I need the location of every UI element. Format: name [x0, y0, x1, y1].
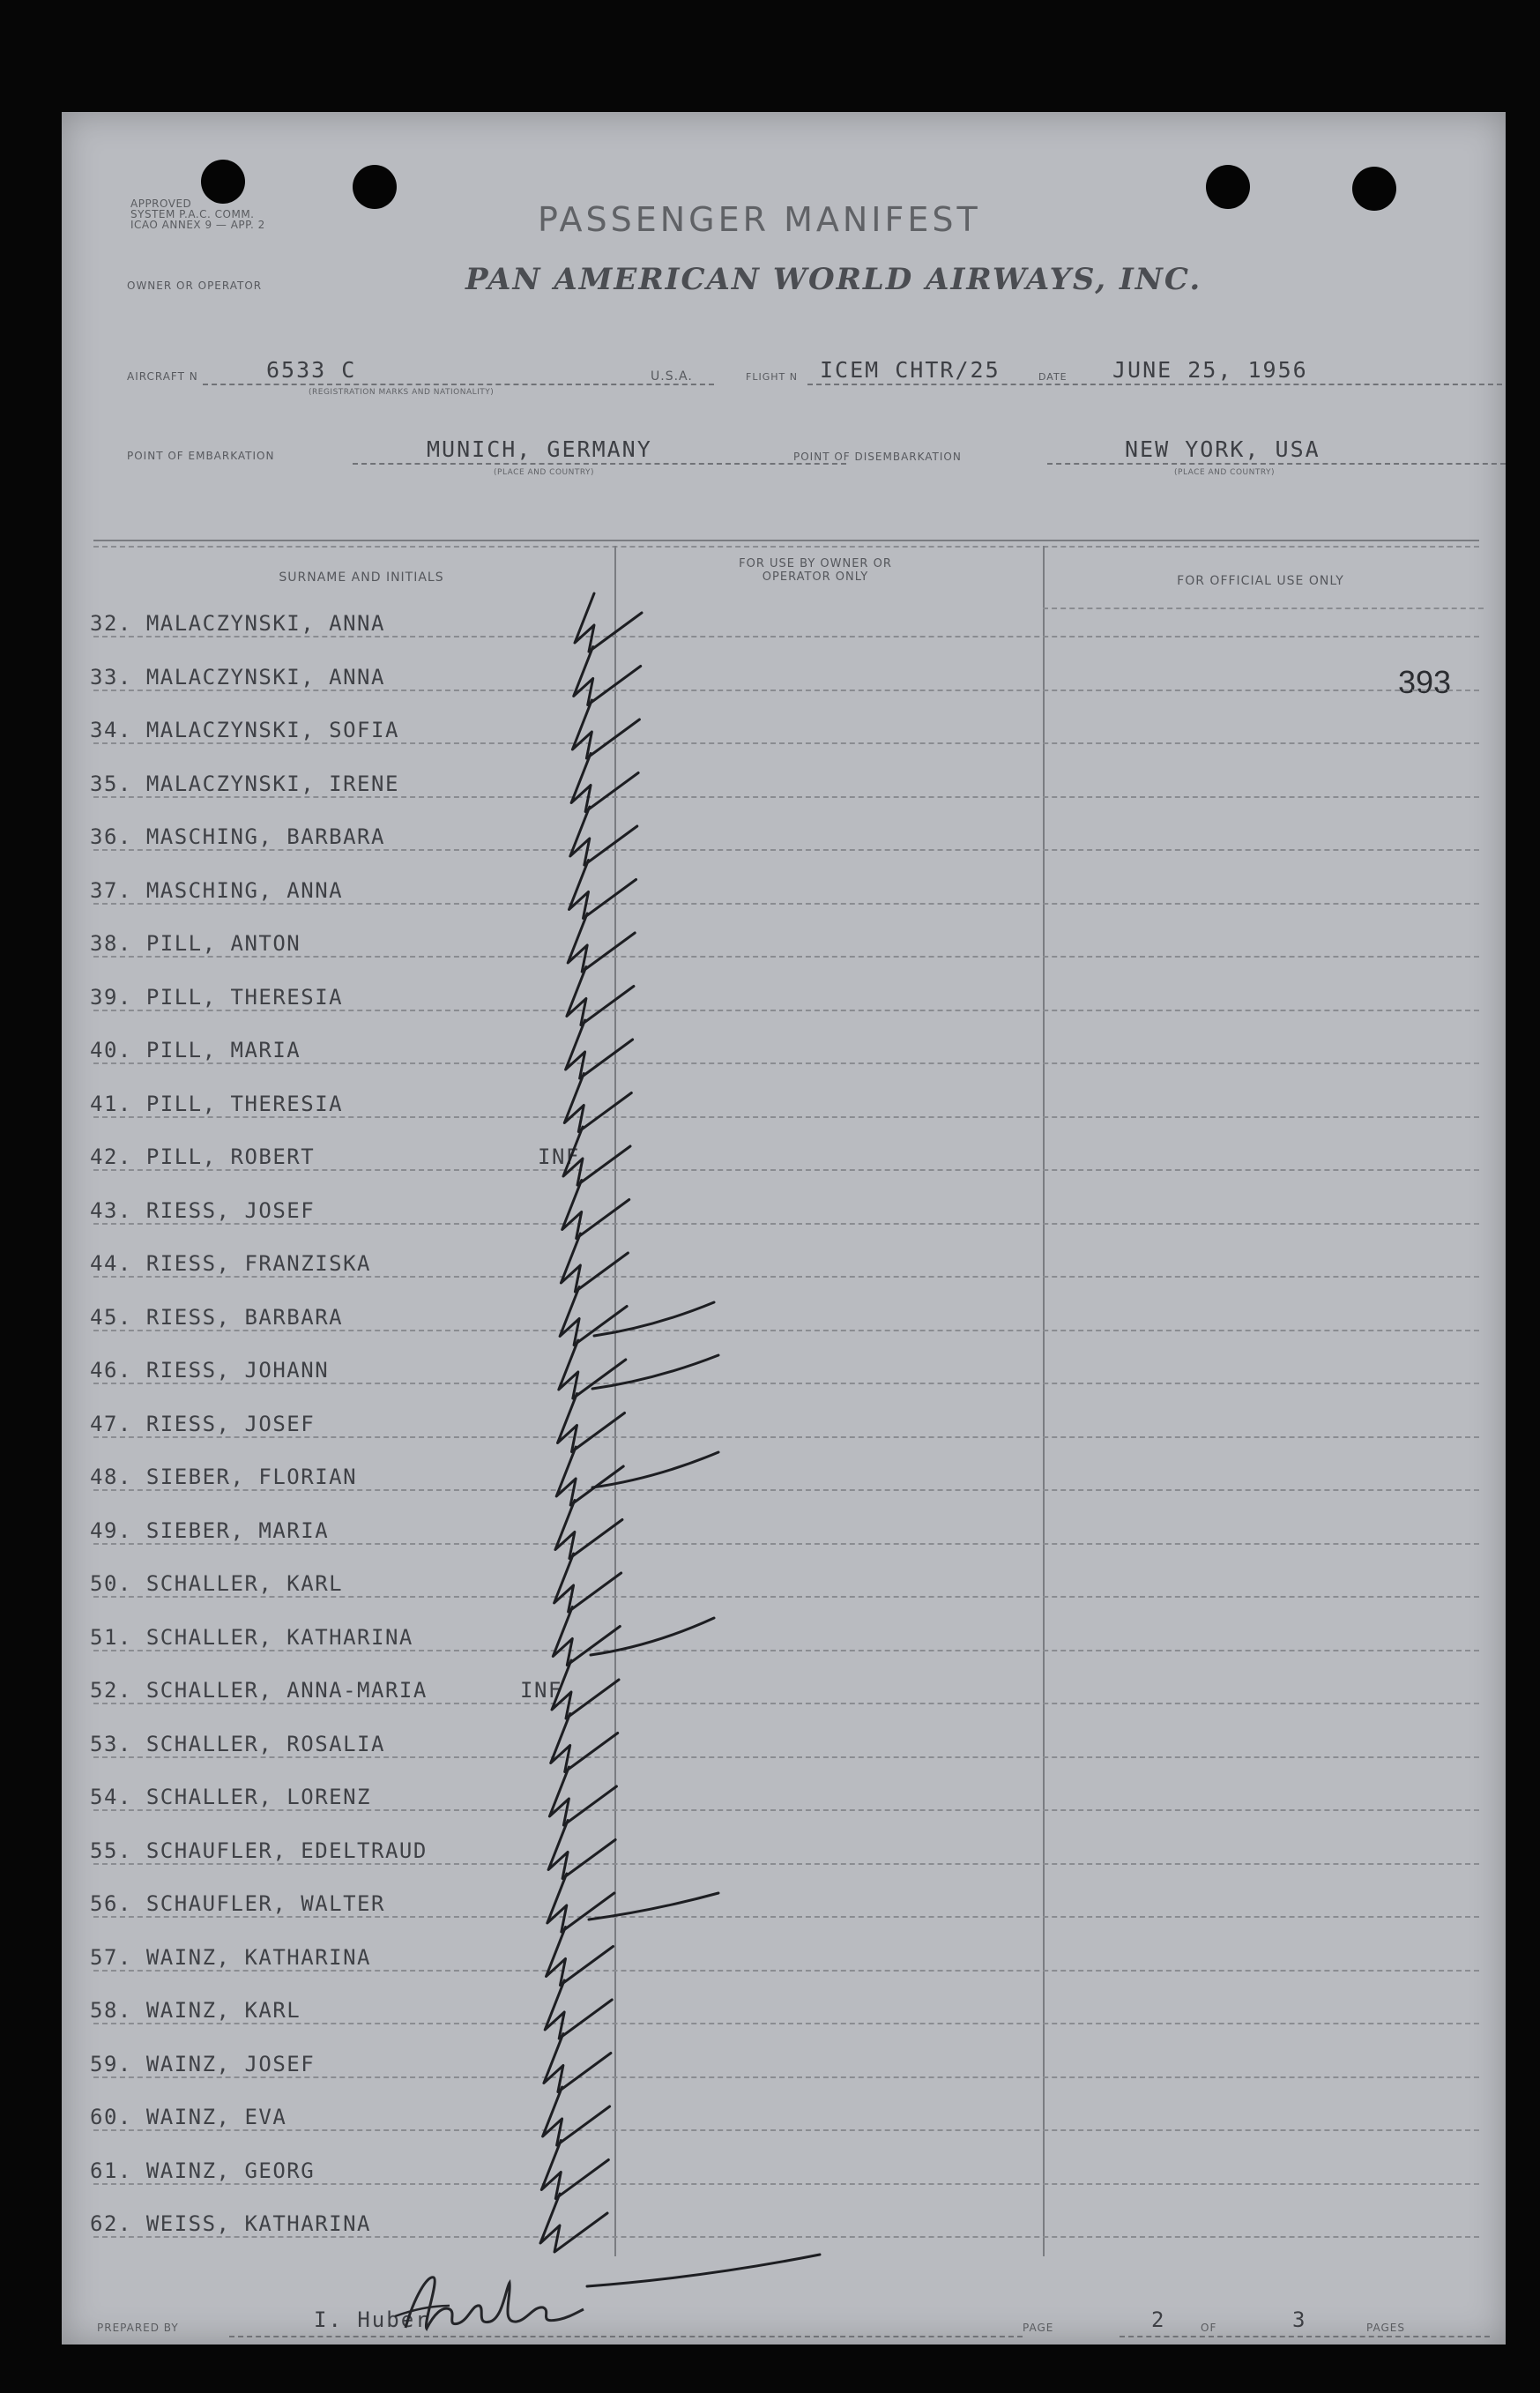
check-mark — [570, 807, 637, 865]
passenger-surname: PILL, MARIA — [145, 1038, 301, 1062]
embark-label: POINT OF EMBARKATION — [127, 450, 275, 462]
check-mark — [567, 967, 634, 1025]
passenger-number: 61 — [90, 2158, 118, 2183]
stamped-number: 393 — [1398, 664, 1452, 700]
passenger-name: 48. SIEBER, FLORIAN — [90, 1465, 358, 1489]
passenger-number: 52 — [90, 1678, 118, 1703]
passenger-number: 62 — [90, 2211, 118, 2236]
check-mark-stroke — [592, 1355, 718, 1389]
passenger-surname: SCHAUFLER, EDELTRAUD — [145, 1838, 428, 1863]
passenger-name: 37. MASCHING, ANNA — [90, 877, 344, 903]
passenger-number: 38 — [90, 931, 118, 956]
check-mark-stroke — [591, 1618, 714, 1655]
passenger-name: 34. MALACZYNSKI, SOFIA — [90, 718, 399, 742]
passenger-number: 40 — [90, 1038, 118, 1062]
passenger-surname: SCHALLER, KARL — [145, 1571, 344, 1596]
form-title: PASSENGER MANIFEST — [538, 200, 981, 239]
passenger-name: 56. SCHAUFLER, WALTER — [90, 1891, 385, 1916]
passenger-surname: WEISS, KATHARINA — [145, 2211, 371, 2236]
check-mark-stroke — [587, 2255, 820, 2286]
passenger-name: 43. RIESS, JOSEF — [90, 1197, 316, 1223]
passenger-name: 38. PILL, ANTON — [90, 931, 301, 956]
passenger-surname: SCHALLER, ANNA-MARIA — [145, 1678, 428, 1703]
passenger-number: 56 — [90, 1891, 118, 1916]
passenger-number: 51 — [90, 1624, 118, 1650]
passenger-name: 51. SCHALLER, KATHARINA — [90, 1624, 413, 1650]
passenger-number: 35 — [90, 771, 118, 796]
check-mark — [568, 913, 635, 972]
page-number: 2 — [1151, 2307, 1166, 2332]
passenger-name: 54. SCHALLER, LORENZ — [90, 1785, 371, 1809]
of-label: OF — [1201, 2322, 1217, 2334]
passenger-number: 37 — [90, 877, 118, 903]
passenger-surname: PILL, THERESIA — [145, 984, 344, 1010]
passenger-number: 41 — [90, 1091, 118, 1116]
passenger-surname: WAINZ, KATHARINA — [145, 1944, 371, 1970]
flight-number: ICEM CHTR/25 — [820, 357, 1001, 383]
passenger-surname: PILL, THERESIA — [145, 1091, 344, 1116]
tally-check-marks — [62, 112, 1506, 2345]
passenger-number: 45 — [90, 1304, 118, 1330]
prepared-by-label: PREPARED BY — [97, 2322, 179, 2334]
passenger-name: 32. MALACZYNSKI, ANNA — [90, 611, 385, 636]
check-mark — [566, 1020, 633, 1078]
flight-label: FLIGHT N — [746, 371, 798, 383]
embark-note: (PLACE AND COUNTRY) — [494, 468, 595, 477]
check-mark — [552, 1660, 619, 1718]
passenger-number: 55 — [90, 1838, 118, 1863]
passenger-number: 54 — [90, 1785, 118, 1809]
passenger-surname: SCHAUFLER, WALTER — [145, 1891, 385, 1916]
check-mark — [575, 593, 642, 652]
check-mark — [563, 1127, 630, 1185]
infant-marker: INF — [520, 1678, 562, 1703]
passenger-number: 39 — [90, 984, 118, 1010]
signature — [388, 2270, 591, 2341]
check-mark — [555, 1501, 622, 1559]
passenger-surname: SCHALLER, LORENZ — [145, 1785, 371, 1809]
prepared-underline — [229, 2336, 1023, 2337]
disembark-place: NEW YORK, USA — [1125, 436, 1321, 462]
check-mark — [571, 754, 638, 812]
approval-note: APPROVED SYSTEM P.A.C. COMM. ICAO ANNEX 9 — APP. 2 — [130, 198, 265, 231]
check-mark — [556, 1447, 623, 1505]
passenger-number: 33 — [90, 664, 118, 690]
check-mark — [572, 700, 639, 758]
passenger-number: 34 — [90, 718, 118, 742]
passenger-name: 55. SCHAUFLER, EDELTRAUD — [90, 1838, 428, 1863]
check-mark — [541, 2141, 608, 2199]
passenger-number: 58 — [90, 1998, 118, 2023]
passenger-surname: SIEBER, MARIA — [145, 1517, 330, 1543]
check-mark — [554, 1554, 621, 1612]
passenger-surname: MALACZYNSKI, SOFIA — [145, 718, 399, 742]
passenger-surname: WAINZ, EVA — [145, 2105, 287, 2129]
column-header-official: FOR OFFICIAL USE ONLY — [1177, 574, 1344, 588]
passenger-name: 39. PILL, THERESIA — [90, 984, 344, 1010]
check-mark — [569, 861, 636, 919]
passenger-surname: MALACZYNSKI, IRENE — [145, 771, 399, 796]
passenger-surname: SCHALLER, KATHARINA — [145, 1624, 413, 1650]
aircraft-number: 6533 C — [266, 357, 357, 383]
passenger-name: 33. MALACZYNSKI, ANNA — [90, 664, 385, 690]
passenger-name: 44. RIESS, FRANZISKA — [90, 1251, 371, 1276]
passenger-number: 42 — [90, 1144, 118, 1169]
check-mark — [551, 1714, 618, 1772]
passenger-name: 50. SCHALLER, KARL — [90, 1571, 344, 1596]
disembark-label: POINT OF DISEMBARKATION — [793, 451, 962, 463]
passenger-name: 35. MALACZYNSKI, IRENE — [90, 771, 399, 796]
passenger-name: 61. WAINZ, GEORG — [90, 2158, 316, 2183]
check-mark — [564, 1074, 631, 1132]
check-mark — [562, 1181, 629, 1239]
check-mark — [547, 1874, 614, 1932]
passenger-number: 36 — [90, 824, 118, 849]
passenger-name: 36. MASCHING, BARBARA — [90, 824, 385, 849]
passenger-surname: MALACZYNSKI, ANNA — [145, 664, 385, 690]
registration-note: (REGISTRATION MARKS AND NATIONALITY) — [309, 388, 495, 397]
passenger-name: 45. RIESS, BARBARA — [90, 1304, 344, 1330]
passenger-surname: WAINZ, KARL — [145, 1998, 301, 2023]
usa-label: U.S.A. — [651, 369, 693, 384]
flight-date: JUNE 25, 1956 — [1112, 357, 1308, 383]
passenger-name: 49. SIEBER, MARIA — [90, 1517, 330, 1543]
passenger-number: 32 — [90, 611, 118, 636]
passenger-number: 48 — [90, 1465, 118, 1489]
passenger-name: 60. WAINZ, EVA — [90, 2105, 287, 2129]
passenger-surname: SIEBER, FLORIAN — [145, 1465, 358, 1489]
passenger-number: 47 — [90, 1411, 118, 1436]
passenger-name: 47. RIESS, JOSEF — [90, 1411, 316, 1436]
passenger-surname: MASCHING, BARBARA — [145, 824, 385, 849]
passenger-number: 46 — [90, 1358, 118, 1383]
passenger-surname: WAINZ, JOSEF — [145, 2051, 316, 2076]
check-mark — [548, 1821, 615, 1879]
check-mark — [545, 1980, 612, 2039]
passenger-name: 62. WEISS, KATHARINA — [90, 2211, 371, 2236]
page-label: PAGE — [1023, 2322, 1054, 2334]
passenger-surname: PILL, ROBERT — [145, 1144, 316, 1169]
embark-place: MUNICH, GERMANY — [427, 436, 652, 462]
passenger-name: 52. SCHALLER, ANNA-MARIA — [90, 1678, 428, 1703]
passenger-surname: RIESS, FRANZISKA — [145, 1251, 371, 1276]
passenger-surname: RIESS, BARBARA — [145, 1304, 344, 1330]
passenger-number: 57 — [90, 1944, 118, 1970]
date-label: DATE — [1038, 371, 1068, 383]
aircraft-label: AIRCRAFT N — [127, 370, 198, 383]
page-underline — [1120, 2336, 1490, 2337]
total-pages: 3 — [1292, 2307, 1307, 2332]
airline-name: PAN AMERICAN WORLD AIRWAYS, INC. — [465, 262, 1202, 297]
passenger-surname: RIESS, JOSEF — [145, 1197, 316, 1223]
owner-label: OWNER OR OPERATOR — [127, 280, 263, 292]
disembark-note: (PLACE AND COUNTRY) — [1174, 468, 1276, 477]
passenger-name: 46. RIESS, JOHANN — [90, 1358, 330, 1383]
check-mark — [574, 647, 641, 705]
check-mark — [540, 2194, 607, 2252]
passenger-surname: PILL, ANTON — [145, 931, 301, 956]
passenger-surname: MALACZYNSKI, ANNA — [145, 611, 385, 636]
passenger-surname: RIESS, JOSEF — [145, 1411, 316, 1436]
infant-marker: INF — [538, 1144, 580, 1169]
check-mark — [561, 1234, 628, 1292]
passenger-number: 43 — [90, 1197, 118, 1223]
passenger-name: 41. PILL, THERESIA — [90, 1091, 344, 1116]
check-mark — [549, 1767, 616, 1825]
passenger-name: 53. SCHALLER, ROSALIA — [90, 1731, 385, 1756]
passenger-number: 59 — [90, 2051, 118, 2076]
column-header-surname: SURNAME AND INITIALS — [279, 570, 444, 585]
check-mark — [547, 1927, 614, 1986]
check-mark — [553, 1607, 620, 1666]
prepared-by-name: I. Huber — [314, 2307, 430, 2332]
passenger-surname: SCHALLER, ROSALIA — [145, 1731, 385, 1756]
passenger-number: 53 — [90, 1731, 118, 1756]
passenger-number: 60 — [90, 2105, 118, 2129]
passenger-name: 58. WAINZ, KARL — [90, 1998, 301, 2023]
passenger-number: 50 — [90, 1571, 118, 1596]
passenger-name: 57. WAINZ, KATHARINA — [90, 1944, 371, 1970]
check-mark — [543, 2087, 610, 2145]
check-mark-stroke — [594, 1302, 714, 1336]
check-mark — [558, 1394, 625, 1452]
passenger-surname: WAINZ, GEORG — [145, 2158, 316, 2183]
passenger-name: 40. PILL, MARIA — [90, 1038, 301, 1062]
passenger-number: 49 — [90, 1517, 118, 1543]
pages-label: PAGES — [1366, 2322, 1405, 2334]
manifest-sheet — [62, 112, 1506, 2345]
column-header-owner-use: FOR USE BY OWNER OR OPERATOR ONLY — [739, 557, 892, 584]
passenger-surname: MASCHING, ANNA — [145, 877, 344, 903]
check-mark-stroke — [592, 1452, 718, 1487]
passenger-name: 42. PILL, ROBERT — [90, 1144, 316, 1169]
passenger-number: 44 — [90, 1251, 118, 1276]
passenger-name: 59. WAINZ, JOSEF — [90, 2051, 316, 2076]
passenger-surname: RIESS, JOHANN — [145, 1358, 330, 1383]
check-mark — [544, 2034, 611, 2092]
